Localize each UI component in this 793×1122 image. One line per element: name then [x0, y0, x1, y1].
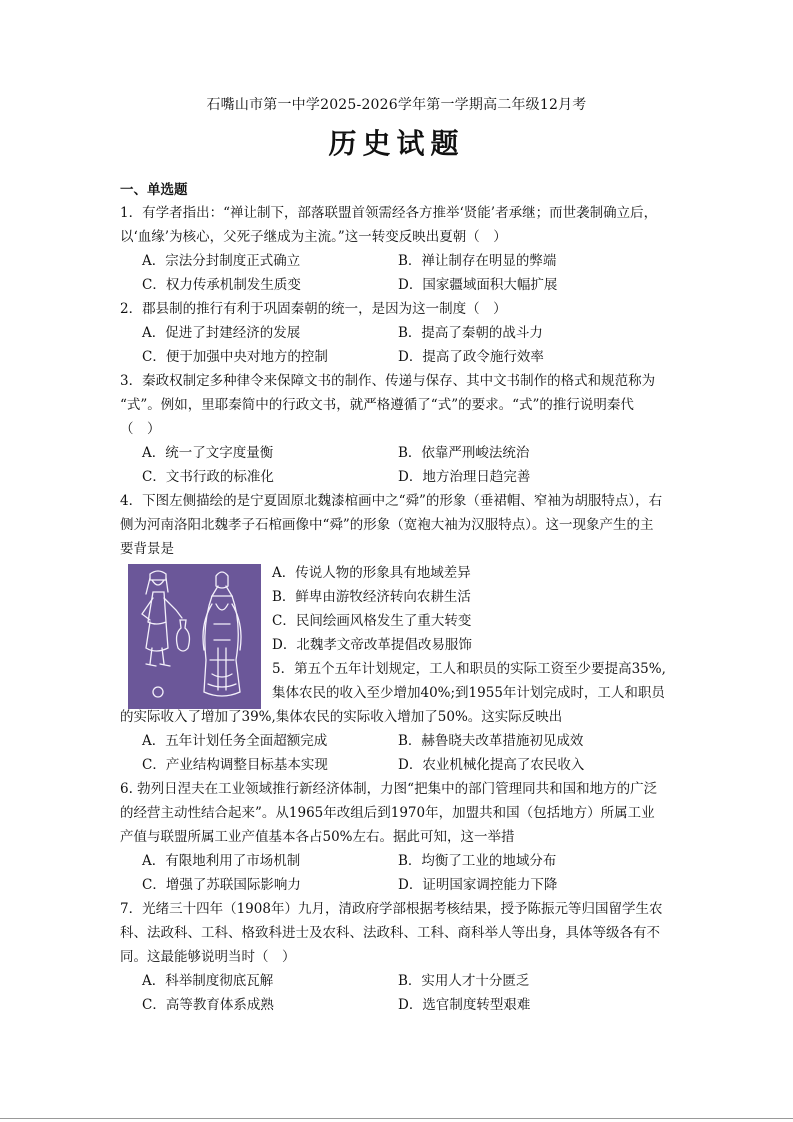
q6-option-d: D．证明国家调控能力下降 — [398, 877, 558, 893]
q4-stem-line2: 侧为河南洛阳北魏孝子石棺画像中“舜”的形象（宽袍大袖为汉服特点）。这一现象产生的主 — [120, 517, 654, 533]
page-title: 历史试题 — [328, 127, 465, 160]
q1-option-d: D．国家疆域面积大幅扩展 — [398, 277, 558, 293]
q6-option-a: A．有限地利用了市场机制 — [142, 853, 301, 869]
q3-stem-line3: （ ） — [120, 421, 161, 437]
shun-figures-illustration — [128, 564, 261, 709]
q7-option-a: A．科举制度彻底瓦解 — [142, 973, 274, 989]
q7-stem-line2: 科、法政科、工科、格致科进士及农科、法政科、工科、商科举人等出身，具体等级各有不 — [120, 925, 660, 941]
q3-option-c: C．文书行政的标准化 — [142, 469, 274, 485]
q6-option-c: C．增强了苏联国际影响力 — [142, 877, 301, 893]
q5-stem-line1: 5．第五个五年计划规定，工人和职员的实际工资至少要提高35%, — [272, 661, 666, 677]
q4-option-b: B．鲜卑由游牧经济转向农耕生活 — [272, 589, 471, 605]
q3-option-b: B．依靠严刑峻法统治 — [398, 445, 530, 461]
q7-stem-line3: 同。这最能够说明当时（ ） — [120, 949, 296, 965]
q2-option-b: B．提高了秦朝的战斗力 — [398, 325, 543, 341]
q4-stem-line1: 4．下图左侧描绘的是宁夏固原北魏漆棺画中之“舜”的形象（垂裙帽、窄袖为胡服特点），右 — [120, 493, 663, 509]
q2-option-d: D．提高了政令施行效率 — [398, 349, 544, 365]
q5-option-b: B．赫鲁晓夫改革措施初见成效 — [398, 733, 584, 749]
q2-option-c: C．便于加强中央对地方的控制 — [142, 349, 328, 365]
q1-stem-line2: 以‘血缘’为核心，父死子继成为主流。”这一转变反映出夏朝（ ） — [120, 229, 507, 245]
shun-figures-image — [128, 564, 261, 709]
q6-option-b: B．均衡了工业的地域分布 — [398, 853, 557, 869]
q1-option-b: B．禅让制存在明显的弊端 — [398, 253, 557, 269]
q5-option-d: D．农业机械化提高了农民收入 — [398, 757, 585, 773]
q3-stem-line2: “式”。例如，里耶秦简中的行政文书，就严格遵循了“式”的要求。“式”的推行说明秦代 — [120, 397, 634, 413]
q3-option-d: D．地方治理日趋完善 — [398, 469, 531, 485]
q4-stem-line3: 要背景是 — [120, 541, 174, 557]
q6-stem-line3: 产值与联盟所属工业产值基本各占50%左右。据此可知，这一举措 — [120, 829, 515, 845]
q7-stem-line1: 7．光绪三十四年（1908年）九月，清政府学部根据考核结果，授予陈振元等归国留学生农 — [120, 901, 663, 917]
q5-option-c: C．产业结构调整目标基本实现 — [142, 757, 328, 773]
q7-option-d: D．选官制度转型艰难 — [398, 997, 531, 1013]
q2-option-a: A．促进了封建经济的发展 — [142, 325, 301, 341]
q1-option-c: C．权力传承机制发生质变 — [142, 277, 301, 293]
q2-stem-line1: 2．郡县制的推行有利于巩固秦朝的统一，是因为这一制度（ ） — [120, 301, 507, 317]
q1-option-a: A．宗法分封制度正式确立 — [142, 253, 301, 269]
page-bottom-rule — [0, 1118, 793, 1119]
q1-stem-line1: 1．有学者指出：“禅让制下，部落联盟首领需经各方推举‘贤能’者承继；而世袭制确立后， — [120, 205, 658, 221]
q4-option-a: A．传说人物的形象具有地域差异 — [272, 565, 471, 581]
q7-option-b: B．实用人才十分匮乏 — [398, 973, 530, 989]
q4-option-c: C．民间绘画风格发生了重大转变 — [272, 613, 472, 629]
q4-option-d: D．北魏孝文帝改革提倡改易服饰 — [272, 637, 472, 653]
q5-option-a: A．五年计划任务全面超额完成 — [142, 733, 328, 749]
q5-stem-line3: 的实际收入了增加了39%,集体农民的实际收入增加了50%。这实际反映出 — [120, 709, 563, 725]
q3-stem-line1: 3．秦政权制定多种律令来保障文书的制作、传递与保存、其中文书制作的格式和规范称为 — [120, 373, 656, 389]
q7-option-c: C．高等教育体系成熟 — [142, 997, 274, 1013]
q6-stem-line1: 6. 勃列日涅夫在工业领域推行新经济体制，力图“把集中的部门管理同共和国和地方的广泛 — [120, 781, 658, 797]
q5-stem-line2: 集体农民的收入至少增加40%;到1955年计划完成时，工人和职员 — [272, 685, 665, 701]
exam-subtitle: 石嘴山市第一中学2025-2026学年第一学期高二年级12月考 — [206, 97, 587, 113]
q3-option-a: A．统一了文字度量衡 — [142, 445, 274, 461]
q6-stem-line2: 的经营主动性结合起来”。从1965年改组后到1970年，加盟共和国（包括地方）所属工业 — [120, 805, 655, 821]
section-heading: 一、单选题 — [120, 182, 188, 198]
